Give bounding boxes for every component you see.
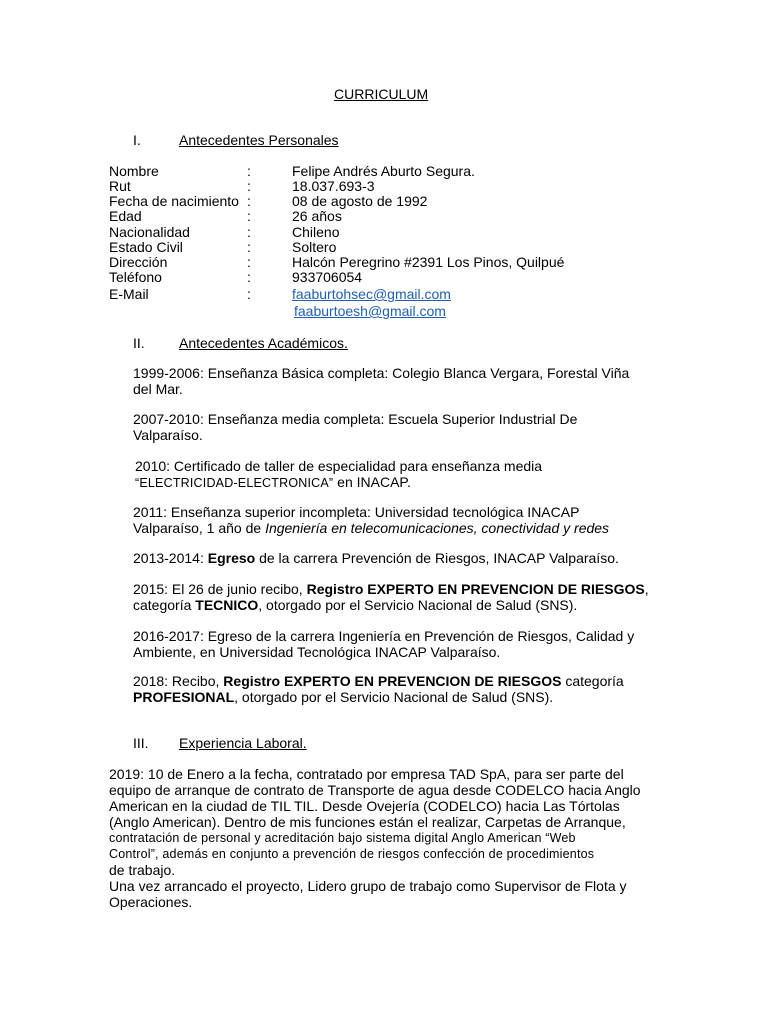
section-number: II. bbox=[133, 335, 145, 351]
entry-line bbox=[133, 581, 649, 597]
field-separator: : bbox=[247, 163, 251, 179]
academic-entry bbox=[133, 365, 629, 397]
entry-line: 2010: Certificado de taller de especialidad para enseñanza media bbox=[135, 458, 543, 474]
entry-text: , bbox=[644, 581, 649, 597]
entry-line: 2011: Enseñanza superior incompleta: Universidad tecnológica INACAP bbox=[133, 504, 580, 520]
entry-line bbox=[133, 673, 624, 689]
entry-line: 2007-2010: Enseñanza media completa: Escuela Superior Industrial De bbox=[133, 411, 578, 427]
work-line: Operaciones. bbox=[109, 894, 193, 910]
email-link-secondary[interactable]: faaburtoesh@gmail.com bbox=[294, 303, 446, 319]
field-separator: : bbox=[247, 224, 251, 240]
field-label: Nacionalidad bbox=[109, 224, 190, 240]
academic-entry bbox=[133, 550, 619, 566]
field-label: Fecha de nacimiento bbox=[109, 193, 239, 209]
section-heading: Experiencia Laboral. bbox=[179, 735, 307, 751]
field-value: 933706054 bbox=[292, 269, 363, 285]
field-label: E-Mail bbox=[109, 286, 149, 302]
work-line: equipo de arranque de contrato de Transporte de agua desde CODELCO hacia Anglo bbox=[109, 782, 641, 798]
academic-entry bbox=[133, 628, 634, 660]
field-value: Felipe Andrés Aburto Segura. bbox=[292, 163, 475, 179]
page-title: CURRICULUM bbox=[334, 86, 429, 102]
field-separator: : bbox=[247, 178, 251, 194]
field-value: Soltero bbox=[292, 239, 337, 255]
specialty-name: “ELECTRICIDAD-ELECTRONICA” bbox=[135, 476, 334, 490]
work-experience-paragraph bbox=[109, 766, 641, 910]
work-line: Control”, además en conjunto a prevención de riesgos confección de procedimientos bbox=[109, 847, 595, 861]
career-name: Ingeniería en telecomunicaciones, conectividad y redes bbox=[265, 520, 610, 536]
work-line: contratación de personal y acreditación bajo sistema digital Anglo American “Web bbox=[109, 831, 576, 845]
field-value: Halcón Peregrino #2391 Los Pinos, Quilpué bbox=[292, 254, 565, 270]
academic-entry bbox=[133, 581, 649, 613]
academic-entry bbox=[133, 411, 577, 443]
field-label: Estado Civil bbox=[109, 239, 183, 255]
field-separator: : bbox=[247, 269, 251, 285]
entry-line bbox=[133, 520, 609, 536]
work-line: American en la ciudad de TIL TIL. Desde Ovejería (CODELCO) hacia Las Tórtolas bbox=[109, 798, 620, 814]
email-link[interactable]: faaburtohsec@gmail.com bbox=[292, 286, 451, 302]
field-label: Rut bbox=[109, 178, 131, 194]
field-label: Dirección bbox=[109, 254, 168, 270]
work-line: 2019: 10 de Enero a la fecha, contratado por empresa TAD SpA, para ser parte del bbox=[109, 766, 624, 782]
academic-entry bbox=[133, 673, 624, 705]
entry-emphasis: Registro EXPERTO EN PREVENCION DE RIESGOS bbox=[223, 673, 562, 689]
entry-text: , otorgado por el Servicio Nacional de Salud (SNS). bbox=[234, 689, 554, 705]
section-heading: Antecedentes Personales bbox=[179, 132, 339, 148]
entry-emphasis: Registro EXPERTO EN PREVENCION DE RIESGOS bbox=[306, 581, 645, 597]
field-separator: : bbox=[247, 286, 251, 302]
field-value: 26 años bbox=[292, 208, 342, 224]
entry-line: 2016-2017: Egreso de la carrera Ingeniería en Prevención de Riesgos, Calidad y bbox=[133, 628, 635, 644]
academic-entry bbox=[135, 458, 542, 491]
entry-emphasis: Egreso bbox=[207, 550, 256, 566]
field-label: Nombre bbox=[109, 163, 159, 179]
field-label: Edad bbox=[109, 208, 142, 224]
entry-line: del Mar. bbox=[133, 381, 183, 397]
entry-text: , otorgado por el Servicio Nacional de Salud (SNS). bbox=[258, 597, 578, 613]
entry-line: 1999-2006: Enseñanza Básica completa: Colegio Blanca Vergara, Forestal Viña bbox=[133, 365, 630, 381]
field-value: 18.037.693-3 bbox=[292, 178, 375, 194]
entry-text: categoría bbox=[133, 597, 196, 613]
field-separator: : bbox=[247, 239, 251, 255]
section-heading: Antecedentes Académicos. bbox=[179, 335, 348, 351]
work-line: de trabajo. bbox=[109, 862, 176, 878]
entry-emphasis: PROFESIONAL bbox=[133, 689, 235, 705]
entry-line bbox=[133, 689, 624, 705]
field-separator: : bbox=[247, 254, 251, 270]
entry-line bbox=[135, 474, 542, 491]
section-number: III. bbox=[133, 735, 149, 751]
entry-text: categoría bbox=[561, 673, 624, 689]
work-line: (Anglo American). Dentro de mis funciones están el realizar, Carpetas de Arranque, bbox=[109, 814, 626, 830]
academic-entry bbox=[133, 504, 609, 536]
work-line: Una vez arrancado el proyecto, Lidero grupo de trabajo como Supervisor de Flota y bbox=[109, 878, 627, 894]
entry-text: 2018: Recibo, bbox=[133, 673, 224, 689]
entry-text: 2015: El 26 de junio recibo, bbox=[133, 581, 307, 597]
entry-text: 2013-2014: bbox=[133, 550, 208, 566]
entry-text: de la carrera Prevención de Riesgos, INACAP Valparaíso. bbox=[255, 550, 619, 566]
entry-line bbox=[133, 550, 619, 566]
field-value: Chileno bbox=[292, 224, 340, 240]
entry-line: Ambiente, en Universidad Tecnológica INACAP Valparaíso. bbox=[133, 644, 501, 660]
field-value: 08 de agosto de 1992 bbox=[292, 193, 428, 209]
entry-emphasis: TECNICO bbox=[195, 597, 259, 613]
field-label: Teléfono bbox=[109, 269, 162, 285]
entry-line: Valparaíso. bbox=[133, 427, 203, 443]
entry-text: en INACAP. bbox=[333, 474, 411, 490]
entry-line bbox=[133, 597, 649, 613]
section-number: I. bbox=[133, 132, 141, 148]
field-separator: : bbox=[247, 193, 251, 209]
field-separator: : bbox=[247, 208, 251, 224]
entry-text: Valparaíso, 1 año de bbox=[133, 520, 266, 536]
